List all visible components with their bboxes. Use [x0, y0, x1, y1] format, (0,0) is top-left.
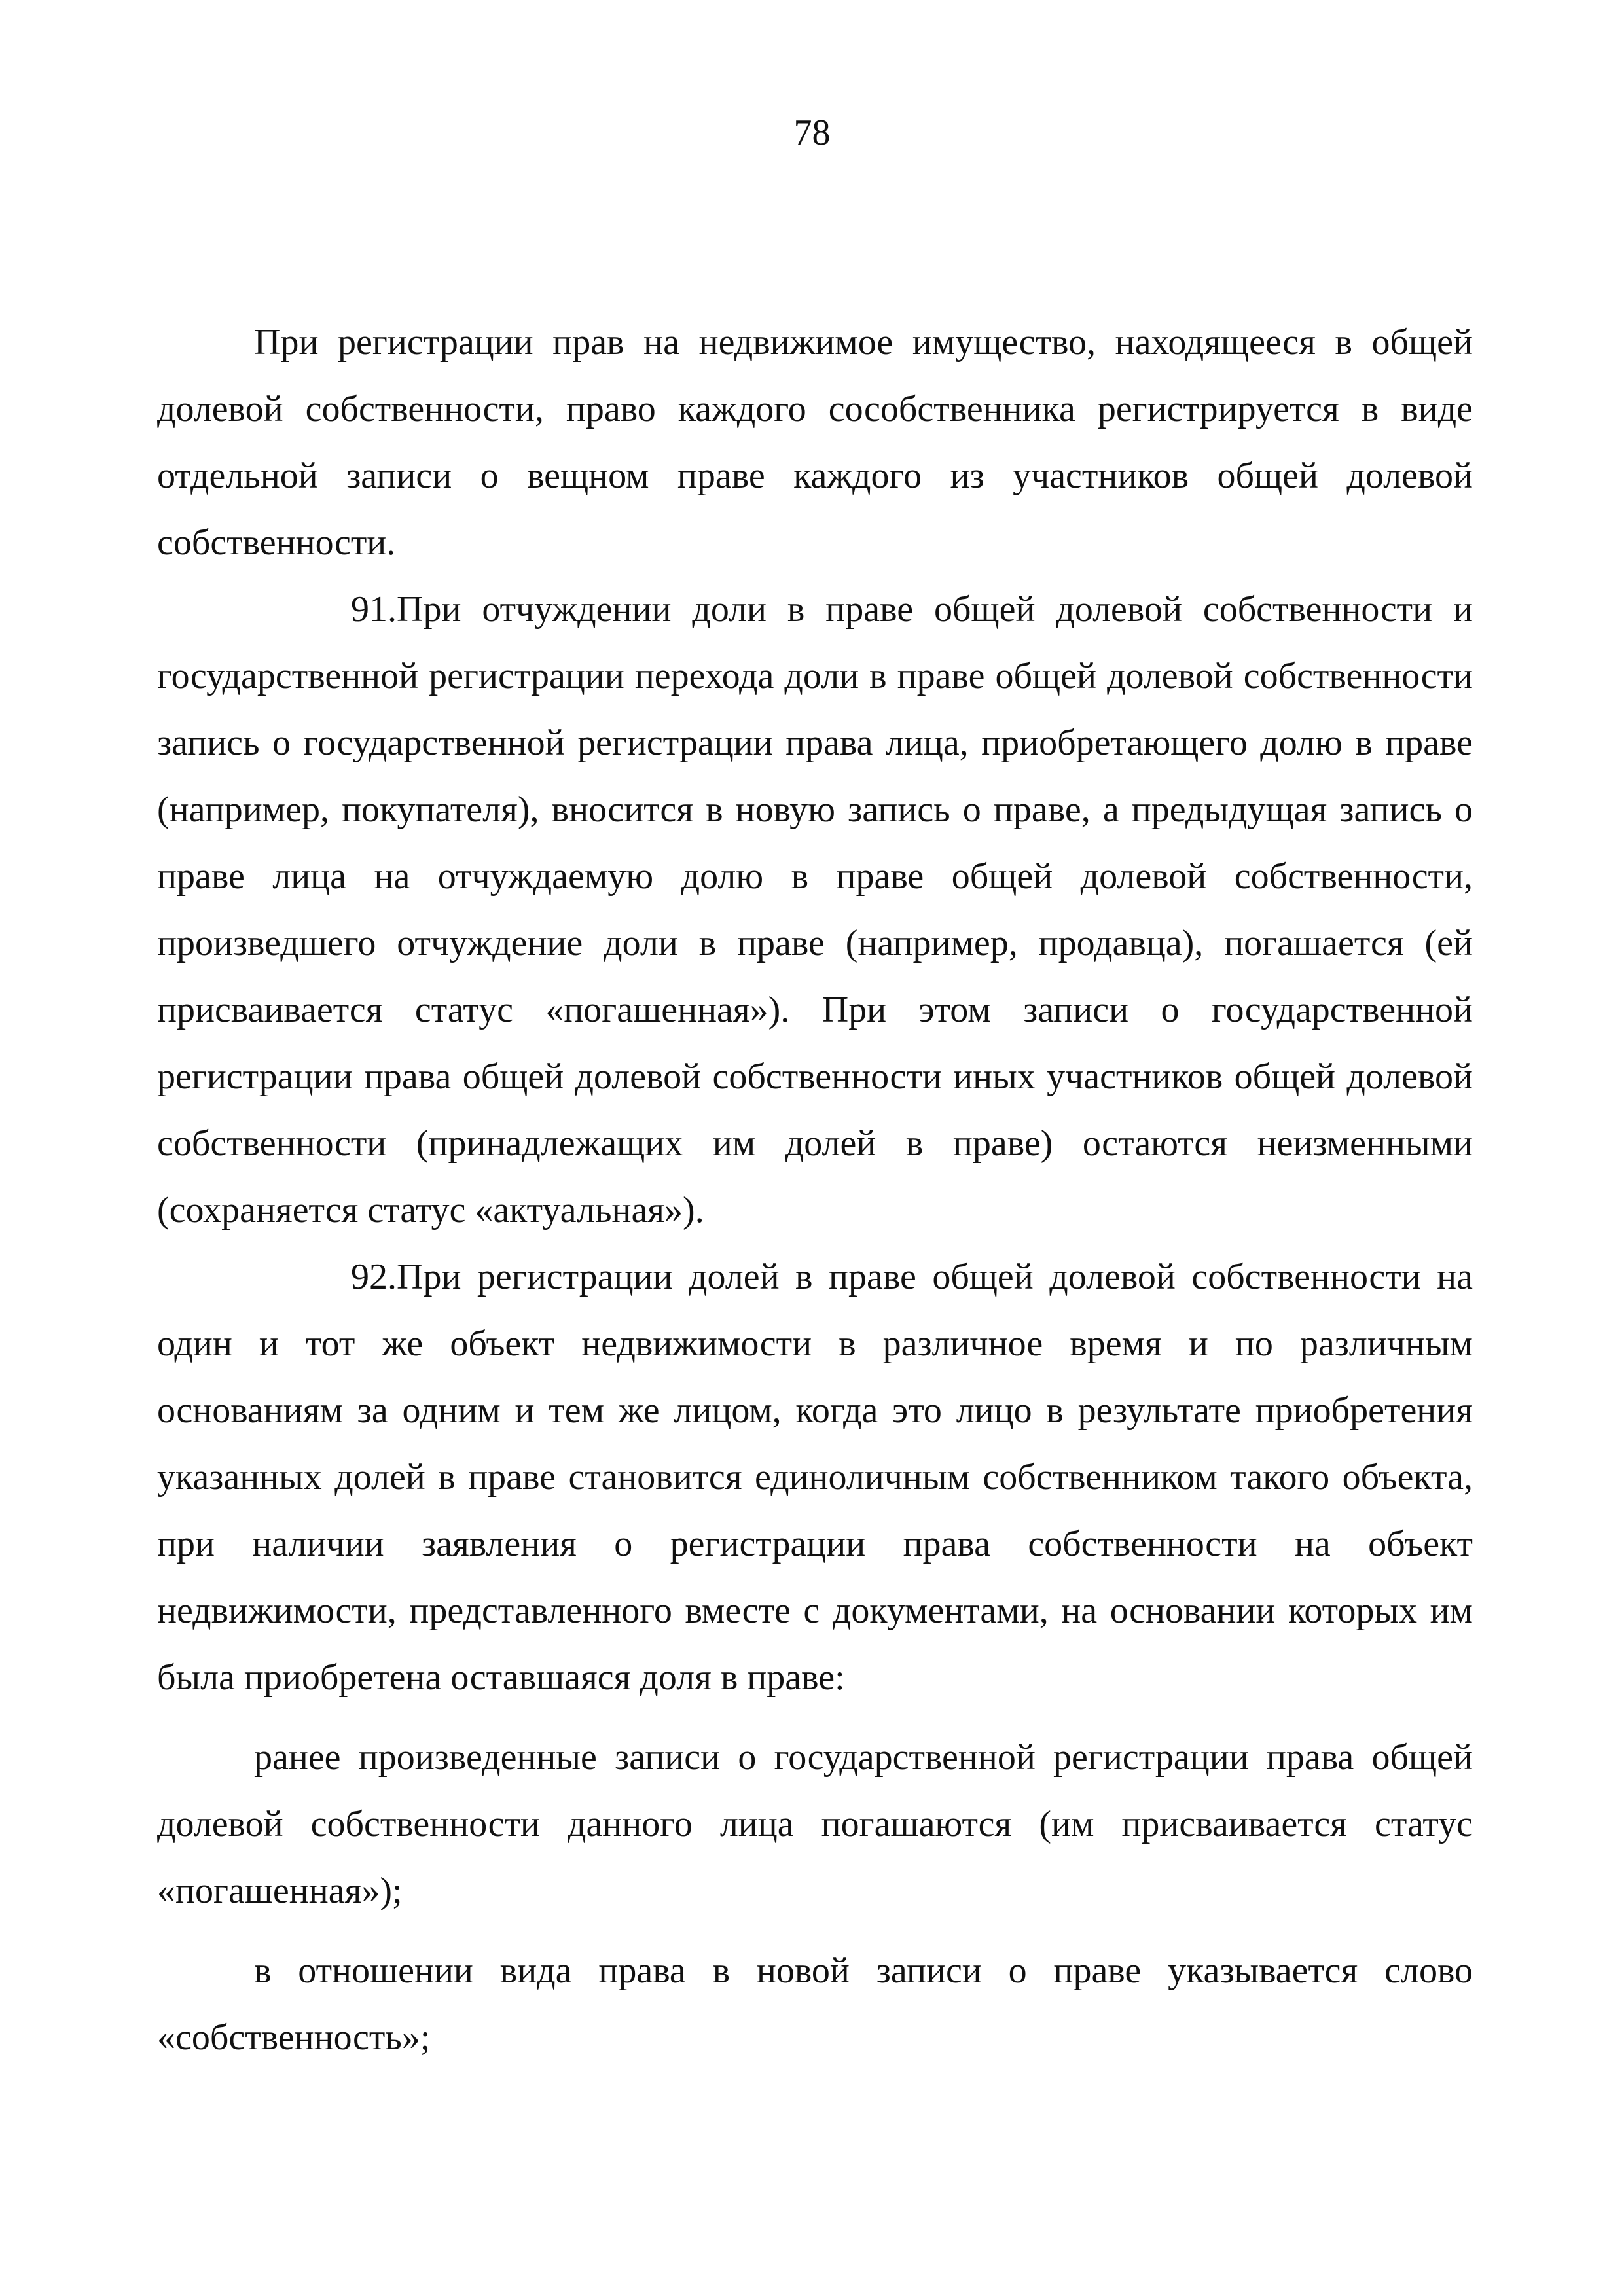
page-number: 78 — [793, 113, 831, 153]
document-body — [157, 309, 1473, 2071]
paragraph-number: 91. — [351, 589, 397, 630]
paragraph-text: ранее произведенные записи о государственной регистрации права общей долевой собственности данного лица погашаются (им присваивается статус «погашенная»); — [157, 1737, 1473, 1911]
paragraph-91 — [157, 576, 1473, 1244]
paragraph-text: При регистрации прав на недвижимое имущество, находящееся в общей долевой собственности, право каждого сособственника регистрируется в виде отдельной записи о вещном праве каждого из участников общей долевой собственности. — [157, 322, 1473, 563]
paragraph-number: 92. — [351, 1257, 397, 1297]
paragraph-text: При отчуждении доли в праве общей долевой собственности и государственной регистрации перехода доли в праве общей долевой собственности запись о государственной регистрации права лица, приобретающего долю в праве (например, покупателя), вносится в новую запись о праве, а предыдущая запись о праве лица на отчуждаемую долю в праве общей долевой собственности, произведшего отчуждение доли в праве (например, продавца), погашается (ей присваивается статус «погашенная»). При этом записи о государственной регистрации права общей долевой собственности иных участников общей долевой собственности (принадлежащих им долей в праве) остаются неизменными (сохраняется статус «актуальная»). — [157, 589, 1473, 1230]
paragraph-intro — [157, 309, 1473, 576]
paragraph-subitem-1 — [157, 1724, 1473, 1924]
paragraph-text: в отношении вида права в новой записи о праве указывается слово «собственность»; — [157, 1950, 1473, 2058]
paragraph-text: При регистрации долей в праве общей долевой собственности на один и тот же объект недвижимости в различное время и по различным основаниям за одним и тем же лицом, когда это лицо в результате приобретения указанных долей в праве становится единоличным собственником такого объекта, при наличии заявления о регистрации права собственности на объект недвижимости, представленного вместе с документами, на основании которых им была приобретена оставшаяся доля в праве: — [157, 1257, 1473, 1698]
paragraph-subitem-2 — [157, 1937, 1473, 2071]
paragraph-92 — [157, 1244, 1473, 1711]
